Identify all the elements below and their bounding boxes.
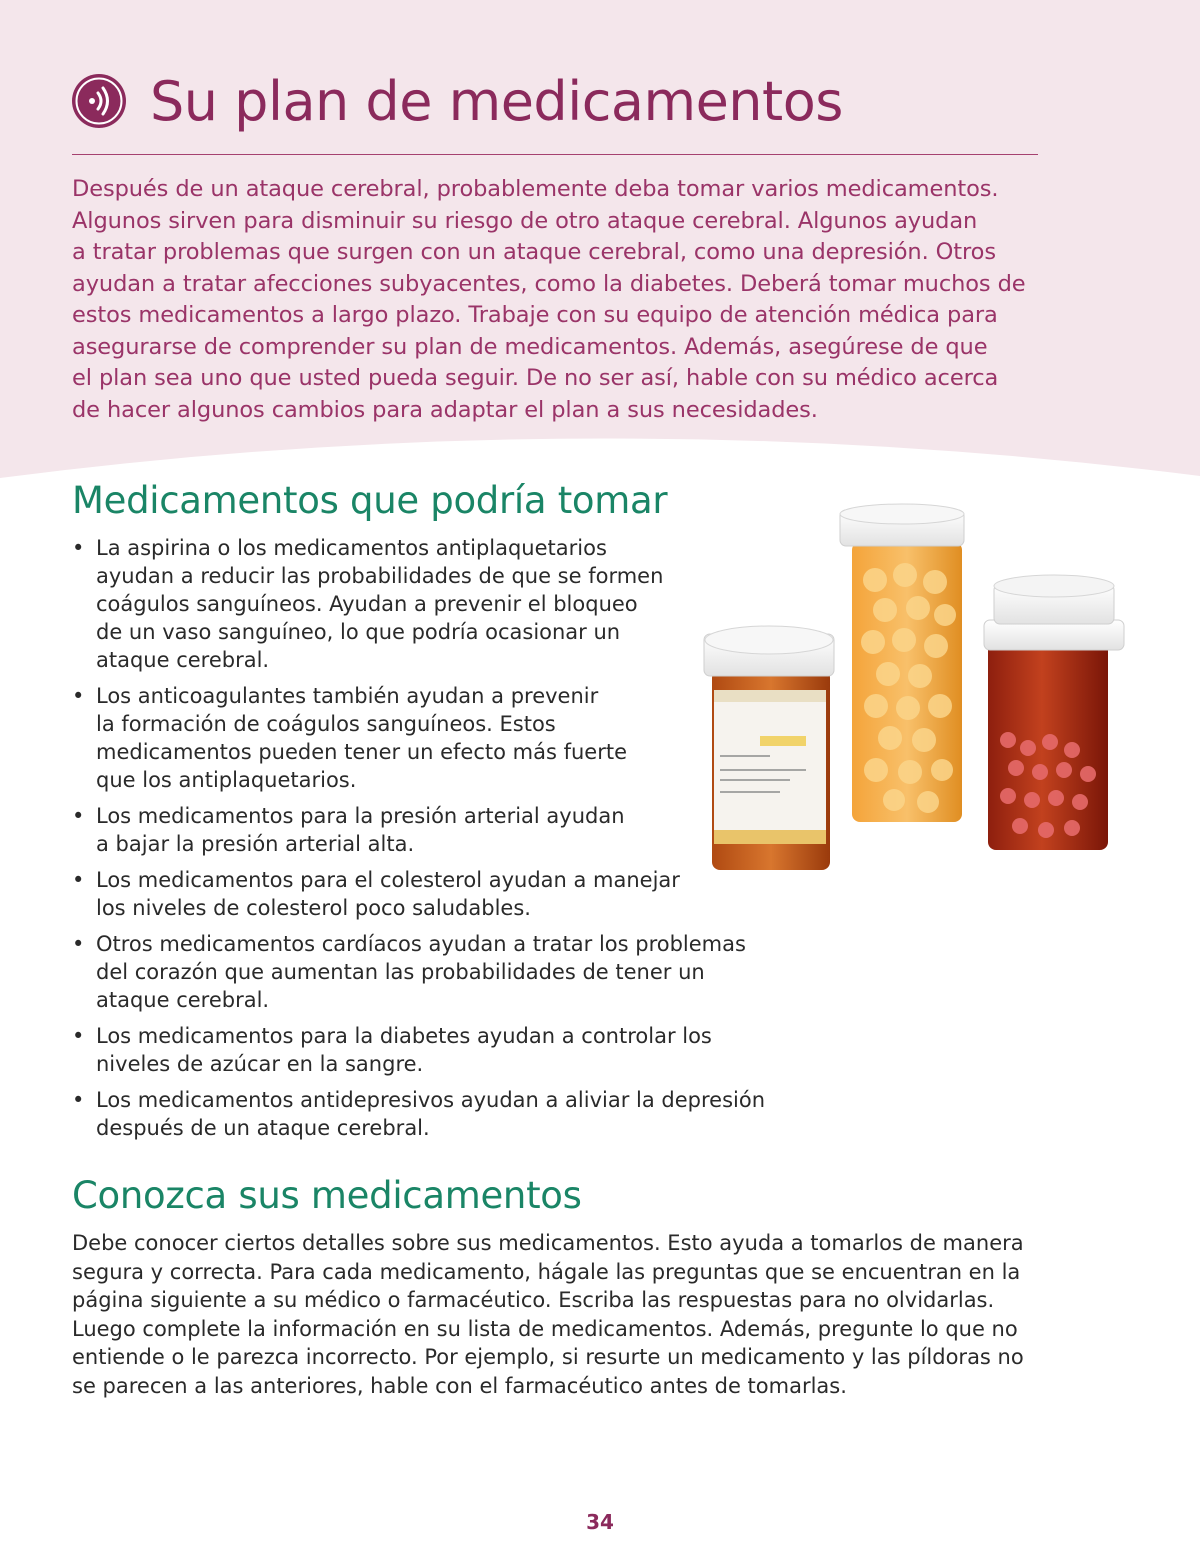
page-number: 34	[586, 1510, 614, 1534]
list-item	[72, 1086, 765, 1142]
list-item-line: la formación de coágulos sanguíneos. Estos	[96, 712, 556, 736]
intro-paragraph	[72, 174, 1042, 426]
medication-list	[72, 534, 765, 1150]
list-item-line: ataque cerebral.	[96, 648, 270, 672]
list-item-line: Los medicamentos para la diabetes ayudan a controlar los	[96, 1024, 712, 1048]
bullet-glyph: •	[72, 536, 85, 560]
intro-line: Después de un ataque cerebral, probablemente deba tomar varios medicamentos.	[72, 176, 999, 202]
list-item-line: de un vaso sanguíneo, lo que podría ocasionar un	[96, 620, 621, 644]
bullet-glyph: •	[72, 804, 85, 828]
section-heading-medications: Medicamentos que podría tomar	[72, 479, 668, 522]
list-item	[72, 682, 765, 794]
list-item-line: los niveles de colesterol poco saludables.	[96, 896, 531, 920]
list-item-line: La aspirina o los medicamentos antiplaquetarios	[96, 536, 607, 560]
list-item-line: Los medicamentos para la presión arterial ayudan	[96, 804, 625, 828]
list-item-line: Los anticoagulantes también ayudan a prevenir	[96, 684, 599, 708]
bullet-glyph: •	[72, 868, 85, 892]
list-item-line: del corazón que aumentan las probabilidades de tener un	[96, 960, 705, 984]
intro-line: estos medicamentos a largo plazo. Trabaje con su equipo de atención médica para	[72, 302, 998, 328]
list-item-line: niveles de azúcar en la sangre.	[96, 1052, 424, 1076]
list-item-line: Los medicamentos antidepresivos ayudan a aliviar la depresión	[96, 1088, 766, 1112]
list-item-line: que los antiplaquetarios.	[96, 768, 357, 792]
title-divider	[72, 154, 1038, 155]
paragraph-line: segura y correcta. Para cada medicamento, hágale las preguntas que se encuentran en la	[72, 1259, 1021, 1284]
list-item	[72, 534, 765, 674]
list-item-line: medicamentos pueden tener un efecto más fuerte	[96, 740, 628, 764]
list-item-line: coágulos sanguíneos. Ayudan a prevenir el bloqueo	[96, 592, 638, 616]
list-item-line: Los medicamentos para el colesterol ayudan a manejar	[96, 868, 680, 892]
title-row	[70, 64, 1050, 144]
bullet-glyph: •	[72, 1024, 85, 1048]
list-item	[72, 802, 765, 858]
know-medications-paragraph	[72, 1229, 1032, 1400]
list-item	[72, 930, 765, 1014]
pill-bottles-photo	[690, 500, 1170, 890]
list-item-line: después de un ataque cerebral.	[96, 1116, 430, 1140]
list-item	[72, 1022, 765, 1078]
intro-line: asegurarse de comprender su plan de medicamentos. Además, asegúrese de que	[72, 333, 988, 360]
paragraph-line: se parecen a las anteriores, hable con el farmacéutico antes de tomarlas.	[72, 1373, 847, 1398]
list-item-line: ataque cerebral.	[96, 988, 270, 1012]
bullet-glyph: •	[72, 932, 85, 956]
intro-line: Algunos sirven para disminuir su riesgo de otro ataque cerebral. Algunos ayudan	[72, 207, 978, 234]
paragraph-line: entiende o le parezca incorrecto. Por ejemplo, si resurte un medicamento y las píldoras no	[72, 1345, 1024, 1369]
intro-line: a tratar problemas que surgen con un ataque cerebral, como una depresión. Otros	[72, 239, 996, 265]
page-title: Su plan de medicamentos	[150, 70, 843, 133]
list-item	[72, 866, 765, 922]
bullet-glyph: •	[72, 1088, 85, 1112]
audio-waves-icon[interactable]	[70, 72, 128, 130]
intro-line: de hacer algunos cambios para adaptar el plan a sus necesidades.	[72, 396, 818, 423]
paragraph-line: Luego complete la información en su lista de medicamentos. Además, pregunte lo que no	[72, 1316, 1018, 1341]
intro-line: ayudan a tratar afecciones subyacentes, como la diabetes. Deberá tomar muchos de	[72, 270, 1026, 297]
section-heading-know-medications: Conozca sus medicamentos	[72, 1174, 582, 1217]
paragraph-line: página siguiente a su médico o farmacéutico. Escriba las respuestas para no olvidarlas.	[72, 1288, 995, 1312]
list-item-line: ayudan a reducir las probabilidades de que se formen	[96, 564, 664, 588]
list-item-line: Otros medicamentos cardíacos ayudan a tratar los problemas	[96, 932, 746, 956]
list-item-line: a bajar la presión arterial alta.	[96, 832, 415, 856]
intro-line: el plan sea uno que usted pueda seguir. De no ser así, hable con su médico acerca	[72, 365, 999, 391]
paragraph-line: Debe conocer ciertos detalles sobre sus medicamentos. Esto ayuda a tomarlos de manera	[72, 1231, 1024, 1255]
bullet-glyph: •	[72, 684, 85, 708]
